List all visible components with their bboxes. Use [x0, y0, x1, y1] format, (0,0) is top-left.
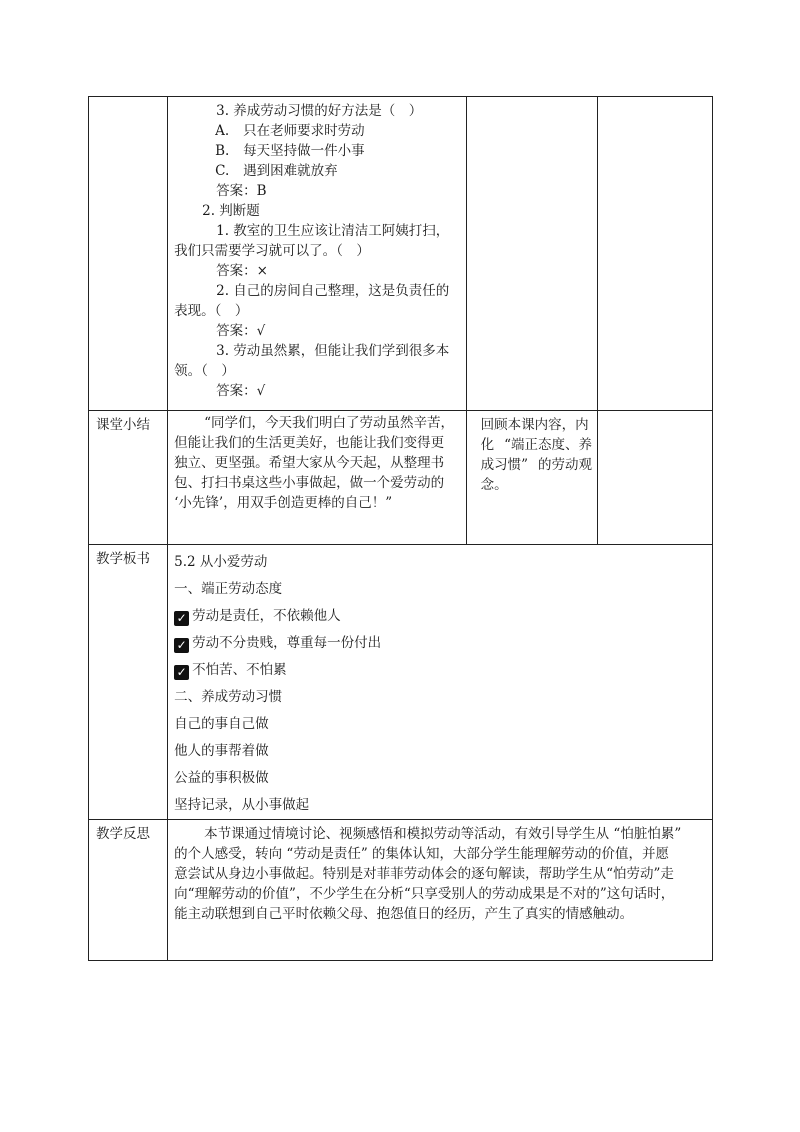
tf-3-answer: 答案：√ — [216, 383, 266, 399]
board-title: 5.2 从小爱劳动 — [174, 554, 268, 570]
reflection-row — [89, 820, 713, 961]
board-item: 他人的事帮着做 — [174, 743, 269, 759]
summary-label-cell — [89, 411, 168, 545]
summary-note-cell — [597, 411, 712, 545]
checkbox-checked-icon: ✓ — [174, 665, 189, 680]
board-row — [89, 545, 713, 820]
reflection-line: 向“理解劳动的价值”，不少学生在分析“只享受别人的劳动成果是不对的”这句话时， — [174, 886, 675, 902]
board-check-item: ✓ 不怕苦、不怕累 — [174, 657, 712, 684]
board-heading-1: 一、端正劳动态度 — [174, 581, 283, 597]
board-item: 公益的事积极做 — [174, 770, 269, 786]
tf-1-answer: 答案：× — [216, 263, 268, 279]
reflection-line: 本节课通过情境讨论、视频感悟和模拟劳动等活动，有效引导学生从 “怕脏怕累” — [204, 826, 682, 842]
quiz-row — [89, 97, 713, 411]
board-cell — [168, 545, 713, 820]
goal-line: 念。 — [480, 477, 508, 493]
tf-3-line-1: 3. 劳动虽然累，但能让我们学到很多本 — [216, 343, 450, 359]
option-b: B. 每天坚持做一件小事 — [215, 143, 365, 159]
reflection-line: 意尝试从身边小事做起。特别是对菲菲劳动体会的逐句解读，帮助学生从“怕劳动”走 — [174, 866, 674, 882]
question-3: 3. 养成劳动习惯的好方法是（ ） — [216, 103, 423, 119]
board-item: 坚持记录，从小事做起 — [174, 797, 310, 813]
quiz-note-cell — [597, 97, 712, 411]
goal-line: 回顾本课内容，内 — [480, 417, 589, 433]
tf-2-line-1: 2. 自己的房间自己整理，这是负责任的 — [216, 283, 450, 299]
summary-line: 独立、更坚强。希望大家从今天起，从整理书 — [174, 455, 445, 471]
summary-label: 课堂小结 — [96, 417, 150, 433]
board-item: 自己的事自己做 — [174, 716, 269, 732]
option-c: C. 遇到困难就放弃 — [215, 163, 338, 179]
tf-3-line-2: 领。（ ） — [174, 363, 235, 379]
section-true-false: 2. 判断题 — [202, 203, 260, 219]
quiz-label-cell — [89, 97, 168, 411]
quiz-cell — [168, 97, 466, 411]
tf-2-answer: 答案：√ — [216, 323, 266, 339]
board-label: 教学板书 — [96, 551, 150, 567]
reflection-line: 能主动联想到自己平时依赖父母、抱怨值日的经历，产生了真实的情感触动。 — [174, 906, 634, 922]
board-check-item: ✓ 劳动不分贵贱，尊重每一份付出 — [174, 630, 712, 657]
summary-cell — [168, 411, 466, 545]
option-a: A. 只在老师要求时劳动 — [215, 123, 365, 139]
lesson-plan-table — [88, 96, 713, 961]
summary-goal-cell — [466, 411, 597, 545]
tf-1-line-2: 我们只需要学习就可以了。（ ） — [174, 243, 370, 259]
summary-line: ‘小先锋’，用双手创造更棒的自己！” — [174, 495, 393, 511]
reflection-cell — [168, 820, 713, 961]
question-3-answer: 答案：B — [216, 183, 267, 199]
goal-line: 成习惯” 的劳动观 — [480, 457, 592, 473]
summary-row — [89, 411, 713, 545]
summary-line: 但能让我们的生活更美好，也能让我们变得更 — [174, 435, 445, 451]
summary-line: “同学们，今天我们明白了劳动虽然辛苦， — [204, 415, 455, 431]
reflection-label: 教学反思 — [96, 826, 150, 842]
goal-line: 化 “端正态度、养 — [480, 437, 592, 453]
reflection-label-cell — [89, 820, 168, 961]
reflection-line: 的个人感受，转向 “劳动是责任” 的集体认知，大部分学生能理解劳动的价值，并愿 — [174, 846, 670, 862]
board-heading-2: 二、养成劳动习惯 — [174, 689, 283, 705]
board-check-item: ✓ 劳动是责任，不依赖他人 — [174, 603, 712, 630]
summary-line: 包、打扫书桌这些小事做起，做一个爱劳动的 — [174, 475, 445, 491]
tf-2-line-2: 表现。（ ） — [174, 303, 249, 319]
tf-1-line-1: 1. 教室的卫生应该让清洁工阿姨打扫， — [216, 223, 450, 239]
quiz-goal-cell — [466, 97, 597, 411]
checkbox-checked-icon: ✓ — [174, 638, 189, 653]
checkbox-checked-icon: ✓ — [174, 611, 189, 626]
board-label-cell — [89, 545, 168, 820]
